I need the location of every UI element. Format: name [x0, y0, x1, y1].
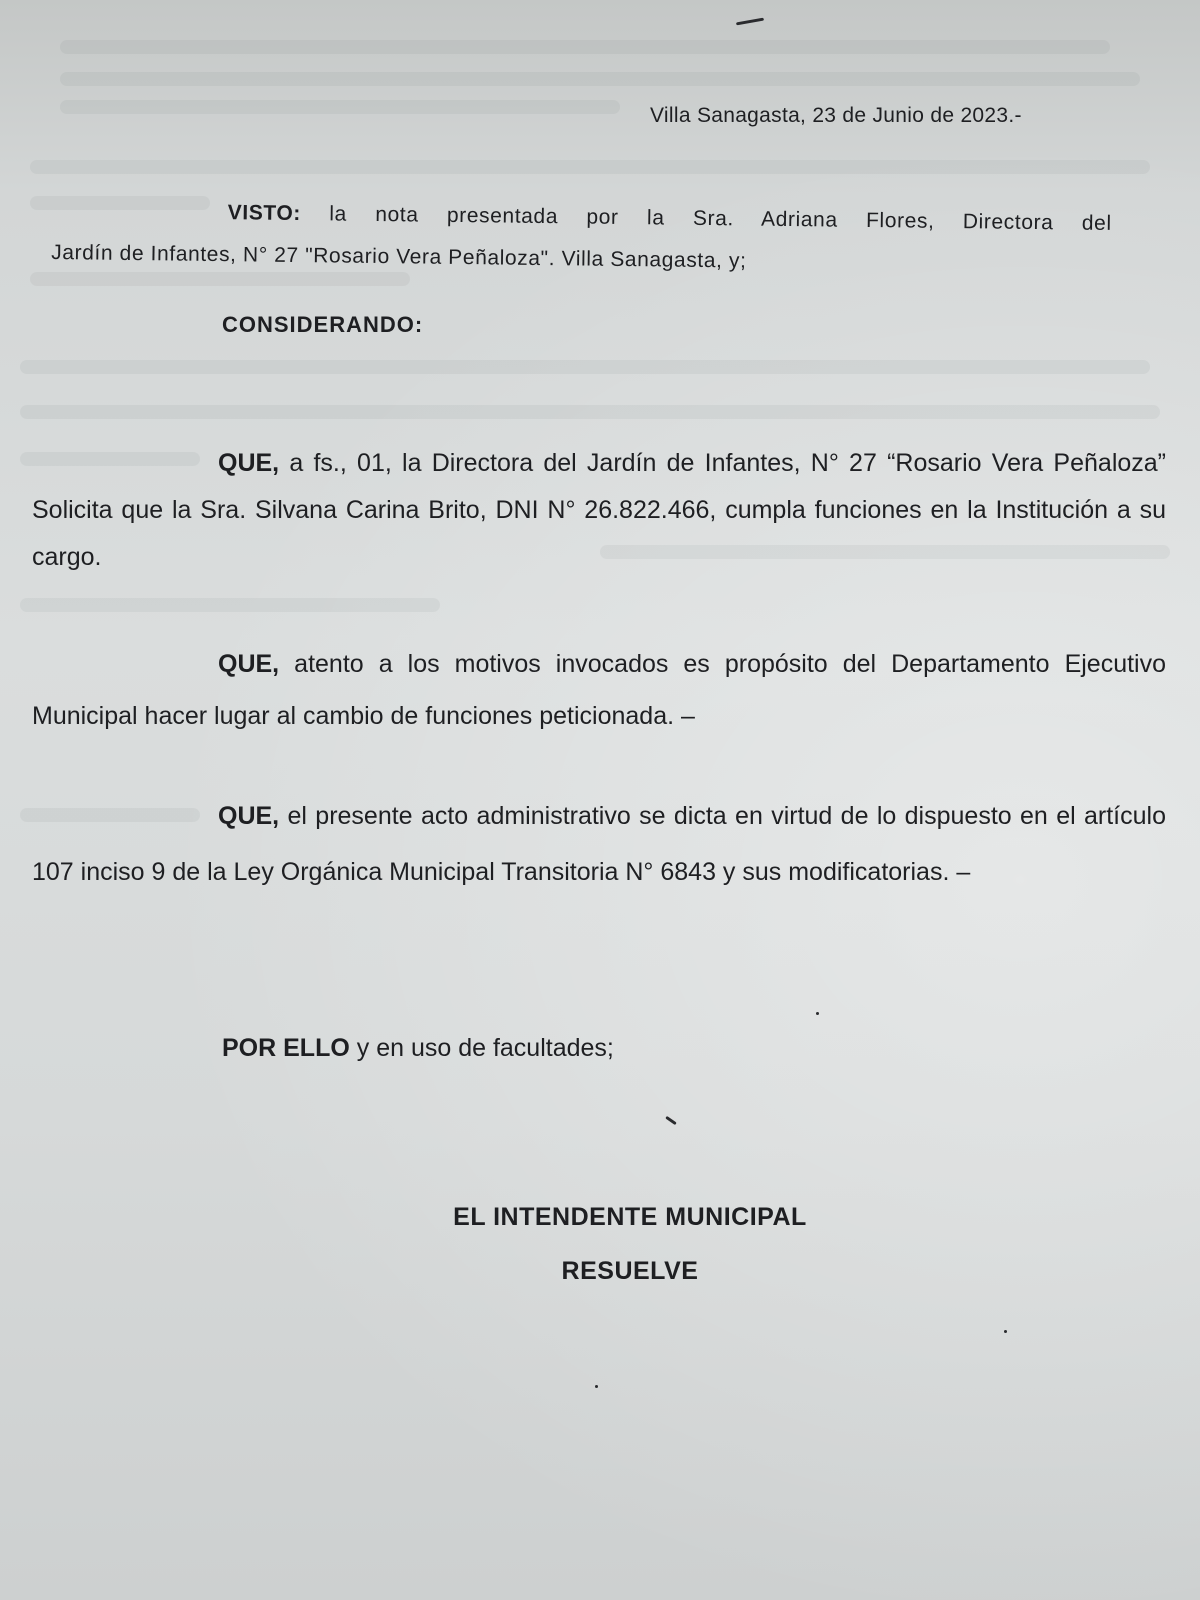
- por-ello-lead: POR ELLO: [222, 1034, 350, 1062]
- paragraph-text: a fs., 01, la Directora del Jardín de Infantes, N° 27 “Rosario Vera Peñaloza” Solicita que la Sra. Silvana Carina Brito, DNI N° 26.822.466, cumpla funciones en la Institución a su cargo.: [32, 449, 1167, 571]
- considerando-paragraph-3: [32, 788, 1166, 900]
- ink-speck: [1004, 1330, 1007, 1333]
- resolution-block: [420, 1190, 840, 1298]
- considerando-paragraph-1: [32, 440, 1166, 581]
- visto-line-1: [51, 190, 1111, 245]
- resolves-label: RESUELVE: [561, 1257, 699, 1285]
- paragraph-lead: QUE,: [218, 802, 280, 830]
- visto-section: [51, 190, 1112, 287]
- paragraph-text: atento a los motivos invocados es propósito del Departamento Ejecutivo Municipal hacer lugar al cambio de funciones peticionada. –: [32, 650, 1167, 730]
- considerando-paragraph-2: [32, 638, 1166, 742]
- ink-speck: [595, 1385, 598, 1388]
- paragraph-lead: QUE,: [218, 449, 280, 477]
- paragraph-lead: QUE,: [218, 650, 280, 678]
- ink-speck: [816, 1012, 819, 1015]
- document-date: Villa Sanagasta, 23 de Junio de 2023.-: [650, 104, 1022, 127]
- visto-label: VISTO:: [227, 201, 302, 226]
- authority-title: EL INTENDENTE MUNICIPAL: [453, 1203, 807, 1231]
- por-ello-line: [222, 1034, 614, 1063]
- considerando-heading: CONSIDERANDO:: [222, 312, 424, 337]
- por-ello-text: y en uso de facultades;: [356, 1034, 614, 1062]
- visto-text-1: la nota presentada por la Sra. Adriana Flores, Directora del: [329, 202, 1112, 235]
- paragraph-text: el presente acto administrativo se dicta en virtud de lo dispuesto en el artículo 107 inciso 9 de la Ley Orgánica Municipal Transitoria N° 6843 y sus modificatorias. –: [32, 802, 1166, 886]
- ink-speck: [665, 1116, 677, 1125]
- ink-speck: [736, 18, 764, 26]
- visto-line-2: Jardín de Infantes, N° 27 "Rosario Vera Peñaloza". Villa Sanagasta, y;: [51, 240, 747, 273]
